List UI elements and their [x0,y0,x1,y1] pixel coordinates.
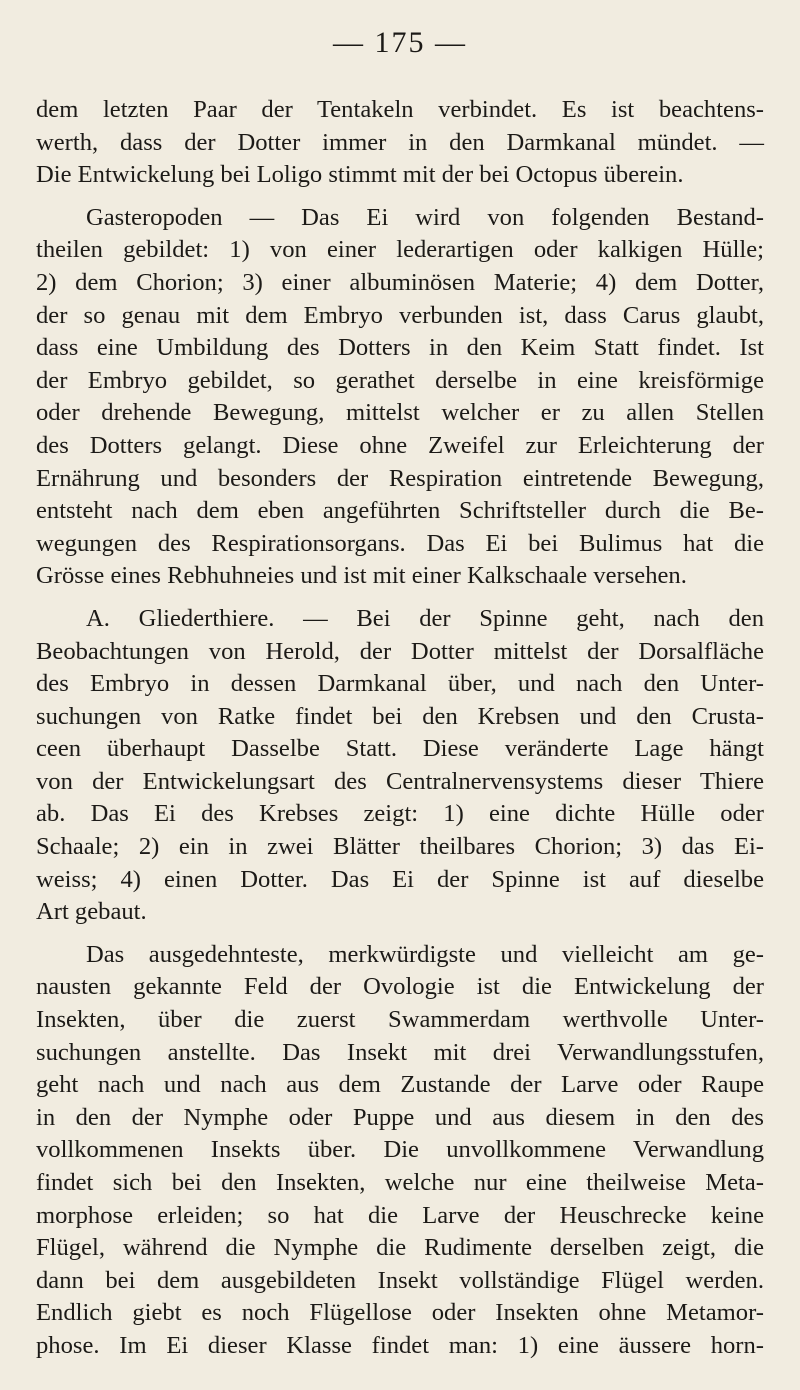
text-line: Die Entwickelung bei Loligo stimmt mit der bei Octopus überein. [36,161,684,189]
text-line: findet sich bei den Insekten, welche nur eine theilweise Meta- [36,1169,764,1196]
text-line: dem letzten Paar der Tentakeln verbindet. Es ist beachtens- [36,96,764,123]
paragraph-cephalopods [36,94,764,192]
text-line: weiss; 4) einen Dotter. Das Ei der Spinne ist auf dieselbe [36,865,764,893]
text-line: Grösse eines Rebhuhneies und ist mit einer Kalkschaale versehen. [36,562,687,590]
text-line: morphose erleiden; so hat die Larve der Heuschrecke keine [36,1201,764,1229]
paragraph-gasteropods [36,202,764,593]
text-line: der Embryo gebildet, so gerathet derselbe in eine kreisförmige [36,366,764,394]
text-line: Art gebaut. [36,898,147,926]
text-line: wegungen des Respirationsorgans. Das Ei bei Bulimus hat die [36,529,764,557]
text-line: Beobachtungen von Herold, der Dotter mittelst der Dorsalfläche [36,637,764,665]
text-line: vollkommenen Insekts über. Die unvollkommene Verwandlung [36,1136,764,1164]
text-line: Insekten, über die zuerst Swammerdam werthvolle Unter- [36,1006,764,1034]
paragraph-insects [36,939,764,1363]
text-line: Gasteropoden — Das Ei wird von folgenden Bestand- [86,203,764,231]
text-line: phose. Im Ei dieser Klasse findet man: 1) eine äussere horn- [36,1331,764,1359]
text-line: von der Entwickelungsart des Centralnervensystems dieser Thiere [36,767,764,795]
text-line: werth, dass der Dotter immer in den Darmkanal mündet. — [36,128,764,156]
text-line: dass eine Umbildung des Dotters in den Keim Statt findet. Ist [36,334,764,362]
text-line: 2) dem Chorion; 3) einer albuminösen Materie; 4) dem Dotter, [36,268,764,296]
text-line: suchungen anstellte. Das Insekt mit drei Verwandlungsstufen, [36,1038,764,1066]
text-line: nausten gekannte Feld der Ovologie ist die Entwickelung der [36,973,764,1001]
text-line: Ernährung und besonders der Respiration eintretende Bewegung, [36,464,764,492]
page-number: — 175 — [333,26,467,59]
paragraph-articulates [36,603,764,929]
text-line: A. Gliederthiere. — Bei der Spinne geht, nach den [86,604,764,632]
text-line: der so genau mit dem Embryo verbunden ist, dass Carus glaubt, [36,301,764,329]
text-line: des Embryo in dessen Darmkanal über, und nach den Unter- [36,670,764,698]
text-line: Flügel, während die Nymphe die Rudimente derselben zeigt, die [36,1234,764,1262]
text-line: suchungen von Ratke findet bei den Krebsen und den Crusta- [36,702,764,730]
text-line: ab. Das Ei des Krebses zeigt: 1) eine dichte Hülle oder [36,800,764,828]
text-line: ceen überhaupt Dasselbe Statt. Diese veränderte Lage hängt [36,735,764,763]
text-line: geht nach und nach aus dem Zustande der Larve oder Raupe [36,1071,764,1099]
text-line: Das ausgedehnteste, merkwürdigste und vielleicht am ge- [86,940,764,968]
text-line: in den der Nymphe oder Puppe und aus diesem in den des [36,1103,764,1131]
text-line: Endlich giebt es noch Flügellose oder Insekten ohne Metamor- [36,1299,764,1327]
text-line: dann bei dem ausgebildeten Insekt vollständige Flügel werden. [36,1266,764,1294]
text-line: oder drehende Bewegung, mittelst welcher er zu allen Stellen [36,399,764,427]
text-line: entsteht nach dem eben angeführten Schriftsteller durch die Be- [36,497,764,525]
text-line: des Dotters gelangt. Diese ohne Zweifel zur Erleichterung der [36,431,764,459]
text-line: Schaale; 2) ein in zwei Blätter theilbares Chorion; 3) das Ei- [36,833,764,861]
text-line: theilen gebildet: 1) von einer lederartigen oder kalkigen Hülle; [36,236,764,264]
